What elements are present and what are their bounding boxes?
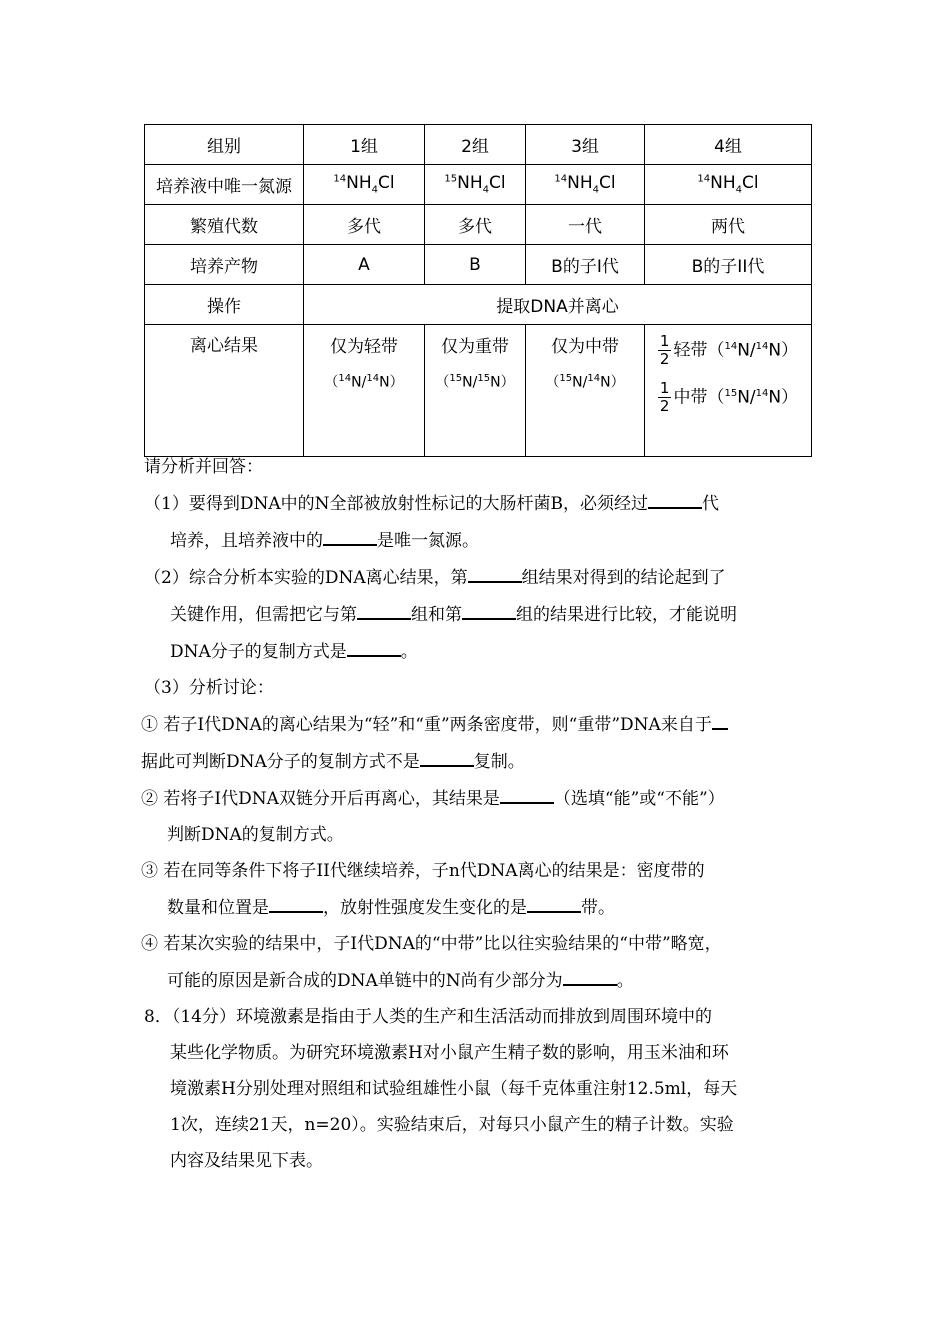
fraction: $\frac{1}{2}$ (659, 332, 670, 368)
experiment-table (144, 124, 812, 457)
product-row (145, 245, 812, 285)
operation-cell: 提取DNA并离心 (304, 285, 812, 325)
question-8: 8．（14分）环境激素是指由于人类的生产和生活活动而排放到周围环境中的 某些化学物质。为研究环境激素H对小鼠产生精子数的影响，用玉米油和环 境激素H分别处理对照组和试验组雄性小鼠（每千克体重注射12.5ml，每天 1次，连续21天，n=20）。实验结束后，对每只小鼠产生的精子计数。实验 内容及结果见下表。 (144, 1007, 738, 1171)
middle-band-result: $\frac{1}{2}$ 中带（$^{15}$N/$^{14}$N） (659, 379, 799, 415)
answer-blank[interactable] (347, 633, 401, 657)
answer-blank[interactable] (527, 889, 581, 913)
result-cell-1: 仅为轻带 （$^{14}$N/$^{14}$N） (304, 325, 425, 457)
table-cell: B的子I代 (526, 245, 645, 285)
table-cell: A (304, 245, 425, 285)
answer-blank[interactable] (323, 522, 377, 546)
intro-line: 请分析并回答： (144, 457, 263, 477)
answer-blank[interactable] (468, 559, 522, 583)
sub-question-1: ① 若子I代DNA的离心结果为“轻”和“重”两条密度带，则“重带”DNA来自于 据此可判断DNA分子的复制方式不是 复制。 (141, 706, 812, 780)
question-2: （2）综合分析本实验的DNA离心结果，第 组结果对得到的结论起到了 关键作用，但需把它与第 组和第 组的结果进行比较，才能说明 DNA分子的复制方式是 。 (144, 559, 812, 670)
header-cell: 1组 (304, 125, 425, 165)
answer-blank[interactable] (462, 596, 516, 620)
row-label: 离心结果 (145, 325, 304, 457)
result-cell-4 (645, 325, 812, 457)
nitrogen-cell: $^{15}NH_4Cl$ (425, 165, 526, 205)
answer-blank[interactable] (357, 596, 411, 620)
nitrogen-cell: $^{14}NH_4Cl$ (645, 165, 812, 205)
question-3-heading: （3）分析讨论： (144, 678, 274, 698)
nitrogen-cell: $^{14}NH_4Cl$ (304, 165, 425, 205)
question-text (141, 449, 812, 1179)
answer-blank[interactable] (712, 706, 728, 730)
answer-blank[interactable] (420, 743, 474, 767)
row-label: 培养液中唯一氮源 (145, 165, 304, 205)
result-row (145, 325, 812, 457)
answer-blank[interactable] (563, 962, 617, 986)
sub-question-2: ② 若将子I代DNA双链分开后再离心，其结果是 （选填“能”或“不能”） 判断DNA的复制方式。 (141, 780, 812, 853)
table-cell: B的子II代 (645, 245, 812, 285)
nitrogen-cell: $^{14}NH_4Cl$ (526, 165, 645, 205)
header-cell: 4组 (645, 125, 812, 165)
table-cell: 一代 (526, 205, 645, 245)
answer-blank[interactable] (500, 780, 554, 804)
row-label: 培养产物 (145, 245, 304, 285)
sub-question-3: ③ 若在同等条件下将子II代继续培养，子n代DNA离心的结果是：密度带的 数量和位置是 ，放射性强度发生变化的是 带。 (141, 861, 705, 918)
row-label: 操作 (145, 285, 304, 325)
generation-row (145, 205, 812, 245)
fraction: $\frac{1}{2}$ (659, 379, 670, 415)
answer-blank[interactable] (648, 485, 702, 509)
operation-row (145, 285, 812, 325)
question-1: （1）要得到DNA中的N全部被放射性标记的大肠杆菌B，必须经过 代 培养，且培养液中的 是唯一氮源。 (144, 485, 812, 559)
header-cell: 组别 (145, 125, 304, 165)
result-cell-3: 仅为中带 （$^{15}$N/$^{14}$N） (526, 325, 645, 457)
header-cell: 2组 (425, 125, 526, 165)
table-header-row (145, 125, 812, 165)
header-cell: 3组 (526, 125, 645, 165)
result-cell-2: 仅为重带 （$^{15}$N/$^{15}$N） (425, 325, 526, 457)
row-label: 繁殖代数 (145, 205, 304, 245)
light-band-result: $\frac{1}{2}$ 轻带（$^{14}$N/$^{14}$N） (659, 332, 799, 368)
table-cell: 多代 (304, 205, 425, 245)
table-cell: B (425, 245, 526, 285)
sub-question-4: ④ 若某次实验的结果中，子I代DNA的“中带”比以往实验结果的“中带”略宽， 可能的原因是新合成的DNA单链中的N尚有少部分为 。 (141, 934, 722, 991)
table-cell: 多代 (425, 205, 526, 245)
answer-blank[interactable] (269, 889, 323, 913)
table-cell: 两代 (645, 205, 812, 245)
nitrogen-source-row (145, 165, 812, 205)
